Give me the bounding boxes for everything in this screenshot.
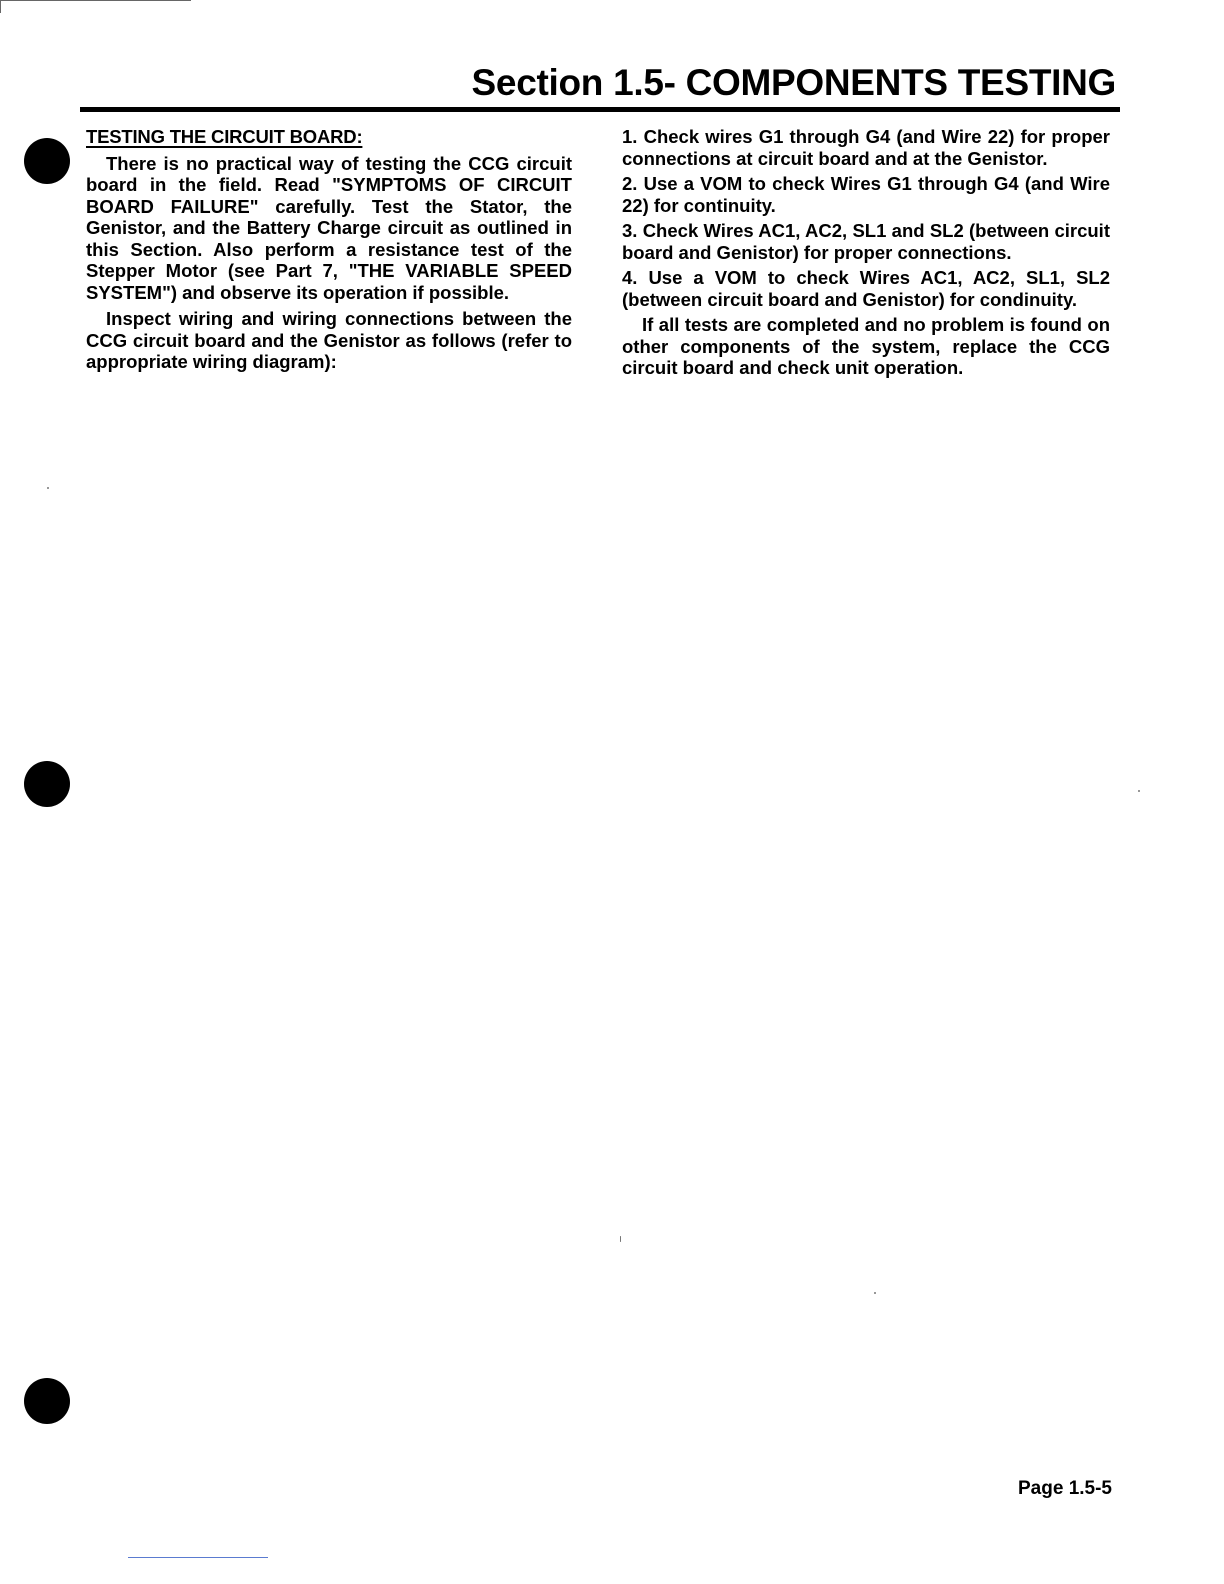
right-column: [622, 126, 1110, 384]
left-column: [86, 126, 572, 378]
scan-bottom-mark: [128, 1557, 268, 1558]
test-step: 4. Use a VOM to check Wires AC1, AC2, SL1, SL2 (between circuit board and Genistor) for condinuity.: [622, 267, 1110, 310]
test-step: 3. Check Wires AC1, AC2, SL1 and SL2 (between circuit board and Genistor) for proper connections.: [622, 220, 1110, 263]
scan-corner-mark: [0, 0, 191, 13]
test-step: 1. Check wires G1 through G4 (and Wire 22) for proper connections at circuit board and at the Genistor.: [622, 126, 1110, 169]
scan-speck: [47, 487, 49, 489]
scan-speck: [620, 1236, 621, 1242]
section-heading: TESTING THE CIRCUIT BOARD:: [86, 126, 363, 147]
body-paragraph: Inspect wiring and wiring connections between the CCG circuit board and the Genistor as follows (refer to appropriate wiring diagram):: [86, 308, 572, 372]
title-rule: [80, 107, 1120, 112]
scan-speck: [874, 1292, 876, 1294]
body-paragraph: There is no practical way of testing the CCG circuit board in the field. Read "SYMPTOMS OF CIRCUIT BOARD FAILURE" carefully. Test the Stator, the Genistor, and the Battery Charge circuit as outlined in this Section. Also perform a resistance test of the Stepper Motor (see Part 7, "THE VARIABLE SPEED SYSTEM") and observe its operation if possible.: [86, 152, 572, 303]
page-number: Page 1.5-5: [1018, 1478, 1112, 1499]
test-step: 2. Use a VOM to check Wires G1 through G4 (and Wire 22) for continuity.: [622, 173, 1110, 216]
page-title: Section 1.5- COMPONENTS TESTING: [471, 62, 1116, 103]
binder-hole-icon: [24, 1378, 70, 1424]
binder-hole-icon: [24, 138, 70, 184]
closing-paragraph: If all tests are completed and no problem is found on other components of the system, replace the CCG circuit board and check unit operation.: [622, 314, 1110, 378]
binder-hole-icon: [24, 761, 70, 807]
scan-speck: [1138, 790, 1140, 792]
